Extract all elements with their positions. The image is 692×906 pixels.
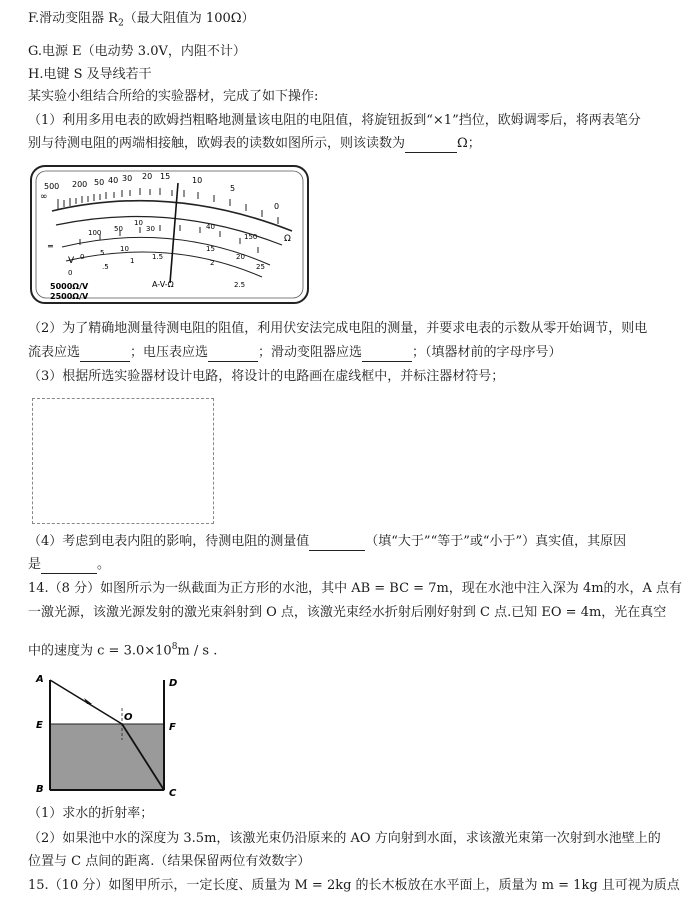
ammeter-blank[interactable] xyxy=(80,347,130,362)
scale-5: 5 xyxy=(230,184,236,193)
bottom-2: 2 xyxy=(210,259,215,267)
bottom-05: .5 xyxy=(102,263,109,271)
circuit-drawing-box[interactable] xyxy=(32,398,214,524)
q2-voltmeter-label: ；电压表应选 xyxy=(130,345,209,360)
mid-10: 10 xyxy=(134,219,143,227)
bottom-25: 2.5 xyxy=(234,281,246,289)
voltmeter-blank[interactable] xyxy=(208,347,258,362)
point-o: O xyxy=(124,712,133,723)
scale-40: 40 xyxy=(108,176,119,185)
q3-line: （3）根据所选实验器材设计电路，将设计的电路画在虚线框中，并标注器材符号； xyxy=(28,369,505,384)
equal-mark: ═ xyxy=(48,242,53,251)
p14-line-b: 一激光源，该激光源发射的激光束斜射到 O 点，该激光束经水折射后刚好射到 C 点.已知 EO = 4m，光在真空 xyxy=(28,605,667,620)
p14-speed-unit: m / s . xyxy=(177,643,218,659)
low-25: 25 xyxy=(256,263,265,271)
q2-hint: ；（填器材前的字母序号） xyxy=(412,345,562,360)
scale-15: 15 xyxy=(160,172,171,181)
mid-40: 40 xyxy=(206,223,215,231)
q1-line-b xyxy=(28,135,481,153)
q2-ammeter-label: 流表应选 xyxy=(28,345,81,360)
q2-line-a: （2）为了精确地测量待测电阻的阻值，利用伏安法完成电阻的测量，并要求电表的示数从零开始调节，则电 xyxy=(28,321,648,336)
mid-100: 100 xyxy=(88,229,102,237)
item-h: H.电键 S 及导线若干 xyxy=(28,67,152,82)
scale-30: 30 xyxy=(122,174,133,183)
p15-line-a: 15.（10 分）如图甲所示，一定长度、质量为 M = 2kg 的长木板放在水平面上，质量为 m = 1kg 且可视为质点 xyxy=(28,878,680,893)
q4-text-2: （填“大于”“等于”或“小于”）真实值，其原因 xyxy=(365,534,627,549)
q2-rheostat-label: ；滑动变阻器应选 xyxy=(258,345,363,360)
scale-50: 50 xyxy=(94,178,105,187)
item-f-tail: （最大阻值为 100Ω） xyxy=(123,11,255,26)
point-d: D xyxy=(169,678,178,689)
q4-line-b xyxy=(28,556,110,574)
q4-reason-label: 是 xyxy=(28,557,42,572)
avo-label: A-V-Ω xyxy=(152,280,174,289)
p14-line-c xyxy=(28,638,217,660)
mid-50: 50 xyxy=(114,225,123,233)
low-10: 10 xyxy=(120,245,129,253)
item-f xyxy=(28,10,255,33)
p14-speed-exp: 8 xyxy=(171,642,178,652)
spec-2500: 2500Ω/V xyxy=(50,292,89,301)
p14-speed-text: 中的速度为 c = 3.0×10 xyxy=(28,643,172,659)
bottom-0: 0 xyxy=(68,269,73,277)
q4-text-1: （4）考虑到电表内阻的影响，待测电阻的测量值 xyxy=(28,534,310,549)
item-f-text: F.滑动变阻器 R xyxy=(28,11,119,26)
p14-q2-a: （2）如果池中水的深度为 3.5m，该激光束仍沿原来的 AO 方向射到水面，求该激光束第一次射到水池壁上的 xyxy=(28,831,661,846)
q4-end: 。 xyxy=(97,557,111,572)
q4-reason-blank[interactable] xyxy=(41,559,97,574)
item-g: G.电源 E（电动势 3.0V，内阻不计） xyxy=(28,44,246,59)
q2-line-b xyxy=(28,344,562,362)
point-f: F xyxy=(169,722,176,733)
point-e: E xyxy=(36,720,43,731)
bottom-15: 1.5 xyxy=(152,253,164,261)
low-20: 20 xyxy=(236,253,245,261)
rheostat-blank[interactable] xyxy=(362,347,412,362)
v-label: V xyxy=(68,256,75,266)
point-a: A xyxy=(36,674,44,685)
p14-q1: （1）求水的折射率； xyxy=(28,806,154,821)
scale-10: 10 xyxy=(192,176,203,185)
q1-line-b-text: 别与待测电阻的两端相接触，欧姆表的读数如图所示，则该读数为 xyxy=(28,136,406,151)
bottom-1: 1 xyxy=(130,257,135,265)
q4-blank[interactable] xyxy=(309,536,365,551)
scale-500: 500 xyxy=(44,182,60,191)
scale-ohm: Ω xyxy=(284,234,291,244)
ohmmeter-figure xyxy=(30,165,310,305)
q1-line-a: （1）利用多用电表的欧姆挡粗略地测量该电阻的电阻值，将旋钮扳到“×1”挡位，欧姆调零后，将两表笔分 xyxy=(28,113,641,128)
low-0: 0 xyxy=(80,253,85,261)
mid-30: 30 xyxy=(146,225,155,233)
q1-unit: Ω； xyxy=(457,136,481,151)
pool-figure xyxy=(30,670,190,800)
point-c: C xyxy=(169,788,177,799)
scale-200: 200 xyxy=(72,180,88,189)
low-5: 5 xyxy=(100,249,105,257)
scale-20: 20 xyxy=(142,172,153,181)
low-15: 15 xyxy=(206,245,215,253)
q1-blank[interactable] xyxy=(405,138,457,153)
spec-5000: 5000Ω/V xyxy=(50,282,89,291)
intro-line: 某实验小组结合所给的实验器材，完成了如下操作: xyxy=(28,89,319,104)
mid-150: 150 xyxy=(244,233,258,241)
scale-infinity: ∞ xyxy=(40,192,48,202)
q4-line-a xyxy=(28,533,626,551)
scale-0: 0 xyxy=(274,202,280,211)
item-f-sub: 2 xyxy=(118,18,124,29)
p14-q2-b: 位置与 C 点间的距离.（结果保留两位有效数字） xyxy=(28,854,311,869)
p14-line-a: 14.（8 分）如图所示为一纵截面为正方形的水池，其中 AB = BC = 7m，现在水池中注入深为 4m的水，A 点有 xyxy=(28,581,683,596)
point-b: B xyxy=(36,784,44,795)
